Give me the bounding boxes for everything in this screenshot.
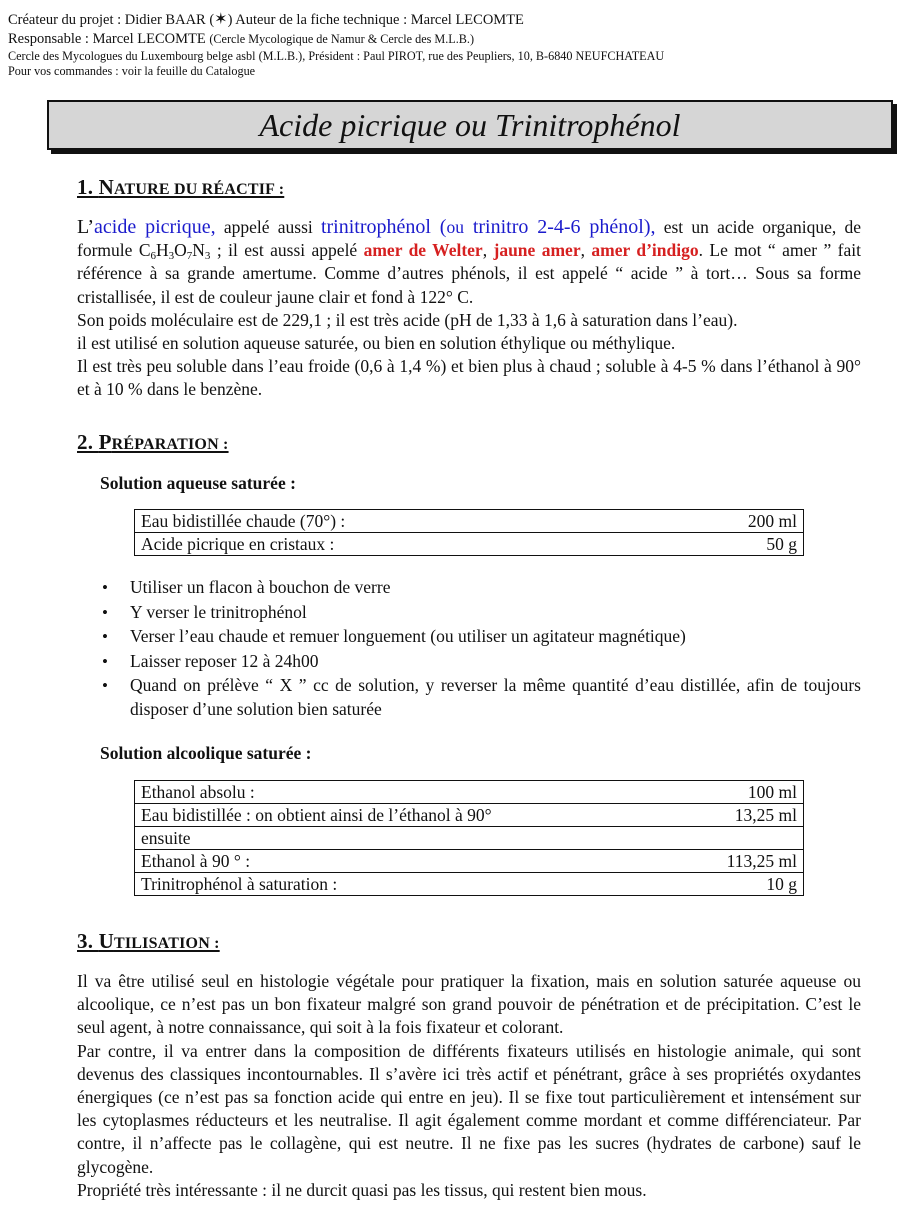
list-item: • Utiliser un flacon à bouchon de verre — [100, 576, 861, 600]
utilisation-paragraph-3: Propriété très intéressante : il ne durcit quasi pas les tissus, qui restent bien mous. — [77, 1179, 647, 1200]
header-line-2: Responsable : Marcel LECOMTE (Cercle Mycologique de Namur & Cercle des M.L.B.) — [8, 31, 475, 47]
document-header — [8, 10, 664, 79]
section-heading-preparation: 2. PRÉPARATION : — [77, 430, 229, 454]
section-nature-body — [77, 216, 861, 402]
aqueous-solution-table — [134, 509, 804, 556]
table-row: Ethanol à 90 ° : 113,25 ml — [135, 850, 804, 873]
preparation-steps-list — [100, 576, 861, 722]
table-row: Trinitrophénol à saturation : 10 g — [135, 873, 804, 896]
section-utilisation-body — [77, 970, 861, 1202]
utilisation-paragraph-2: Par contre, il va entrer dans la composition de différents fixateurs utilisés en histologie animale, qui sont devenus des classiques incontournables. Il s’avère ici très actif et pénétrant, grâce à ses propriétés oxydantes énergiques (ce n’est pas sa fonction acide qui entre en jeu). Il se fixe tout particulièrement et intensément sur les cytoplasmes réducteurs et les neutralise. Il agit également comme mordant et comme différenciateur. Par contre, il n’affecte pas le collagène, qui est neutre. Il ne fixe pas les sucres (hydrates de carbone) sauf le glycogène. — [77, 1040, 861, 1177]
table-row: Acide picrique en cristaux : 50 g — [135, 533, 804, 556]
list-item: • Verser l’eau chaude et remuer longuement (ou utiliser un agitateur magnétique) — [100, 625, 861, 649]
nature-paragraph-2: Son poids moléculaire est de 229,1 ; il est très acide (pH de 1,33 à 1,6 à saturation dans l’eau). — [77, 309, 738, 330]
nature-paragraph-4: Il est très peu soluble dans l’eau froide (0,6 à 1,4 %) et bien plus à chaud ; soluble à 4-5 % dans l’éthanol à 90° et à 10 % dans le benzène. — [77, 356, 861, 400]
asterisk-star-icon: ✶ — [214, 11, 228, 28]
title-banner — [47, 100, 893, 150]
header-line-1: Créateur du projet : Didier BAAR (✶) Auteur de la fiche technique : Marcel LECOMTE — [8, 11, 524, 28]
bullet-icon: • — [102, 651, 108, 671]
header-line-3: Cercle des Mycologues du Luxembourg belge asbl (M.L.B.), Président : Paul PIROT, rue des Peupliers, 10, B-6840 NEUFCHATEAU — [8, 49, 665, 63]
list-item: • Laisser reposer 12 à 24h00 — [100, 650, 861, 674]
table-row: Ethanol absolu : 100 ml — [135, 781, 804, 804]
header-line-4: Pour vos commandes : voir la feuille du Catalogue — [8, 64, 256, 78]
alcohol-solution-table — [134, 780, 804, 896]
table-row: Eau bidistillée : on obtient ainsi de l’éthanol à 90° 13,25 ml — [135, 804, 804, 827]
bullet-icon: • — [102, 578, 108, 597]
nature-paragraph-1: L’acide picrique, appelé aussi trinitrophénol (ou trinitro 2-4-6 phénol), est un acide organique, de formule $C_6H_3O_7N_3$ ; il est aussi appelé amer de Welter, jaune amer, amer d’indigo. Le mot “ amer ” fait référence à sa grande amertume. Comme d’autres phénols, il est appelé “ acide ” à tort… Sous sa forme cristallisée, il est de couleur jaune clair et fond à 122° C. — [77, 216, 862, 307]
list-item: • Y verser le trinitrophénol — [100, 601, 861, 625]
list-item: • Quand on prélève “ X ” cc de solution, y reverser la même quantité d’eau distillée, afin de toujours disposer d’une solution bien saturée — [102, 675, 861, 719]
bullet-icon: • — [102, 627, 108, 646]
page-title: Acide picrique ou Trinitrophénol — [259, 107, 681, 143]
aqueous-solution-title: Solution aqueuse saturée : — [100, 473, 296, 493]
bullet-icon: • — [102, 676, 108, 695]
utilisation-paragraph-1: Il va être utilisé seul en histologie végétale pour pratiquer la fixation, mais en solution saturée aqueuse ou alcoolique, ce n’est pas un bon fixateur malgré son grand pouvoir de pénétration et de précipitation. C’est le seul agent, à notre connaissance, qui soit à la fois fixateur et colorant. — [77, 971, 861, 1038]
bullet-icon: • — [102, 602, 108, 622]
section-heading-utilisation: 3. UTILISATION : — [77, 929, 220, 953]
nature-paragraph-3: il est utilisé en solution aqueuse saturée, ou bien en solution éthylique ou méthylique. — [77, 333, 676, 354]
table-row: ensuite — [135, 827, 804, 850]
alcohol-solution-title: Solution alcoolique saturée : — [100, 743, 312, 763]
section-heading-nature: 1. NATURE DU RÉACTIF : — [77, 175, 285, 199]
table-row: Eau bidistillée chaude (70°) : 200 ml — [135, 510, 804, 533]
